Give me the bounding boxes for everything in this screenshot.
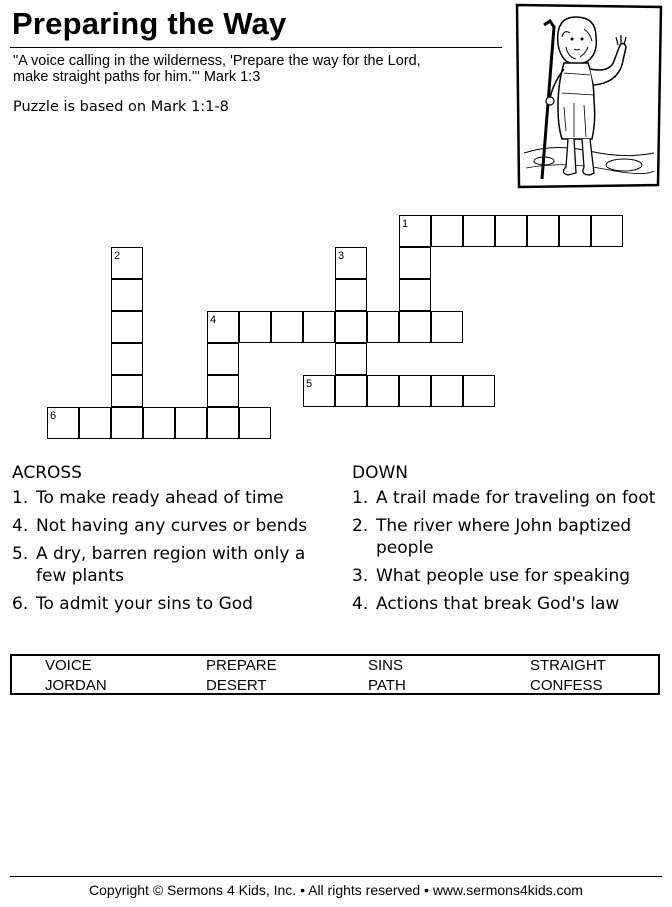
crossword-cell[interactable] — [431, 311, 463, 343]
bank-word: JORDAN — [45, 677, 107, 694]
crossword-cell[interactable] — [399, 247, 431, 279]
across-heading: ACROSS — [12, 463, 82, 483]
page-title: Preparing the Way — [12, 6, 287, 41]
clue-number: 6. — [12, 594, 29, 614]
crossword-cell[interactable] — [111, 407, 143, 439]
clue-text: A trail made for traveling on foot — [376, 488, 656, 508]
crossword-cell[interactable] — [335, 311, 367, 343]
across-clue — [12, 543, 337, 587]
bank-word: CONFESS — [530, 677, 603, 694]
clue-number-label: 5 — [306, 378, 313, 390]
down-clue — [352, 487, 664, 509]
crossword-cell[interactable] — [271, 311, 303, 343]
down-clues — [352, 463, 664, 621]
clue-text: To make ready ahead of time — [36, 488, 284, 508]
clue-number: 1. — [12, 488, 29, 508]
crossword-cell[interactable] — [335, 279, 367, 311]
based-on-text: Puzzle is based on Mark 1:1-8 — [13, 99, 229, 115]
crossword-cell[interactable] — [79, 407, 111, 439]
crossword-cell[interactable] — [463, 215, 495, 247]
crossword-cell[interactable] — [239, 311, 271, 343]
crossword-cell[interactable] — [143, 407, 175, 439]
across-clue — [12, 515, 337, 537]
copyright-footer: Copyright © Sermons 4 Kids, Inc. • All rights reserved • www.sermons4kids.com — [89, 882, 583, 898]
crossword-cell[interactable] — [431, 215, 463, 247]
clue-number-label: 3 — [338, 250, 345, 262]
clue-number-label: 2 — [114, 250, 121, 262]
across-clue — [12, 593, 337, 615]
crossword-cell[interactable] — [111, 375, 143, 407]
bank-word: SINS — [368, 657, 404, 674]
clue-number: 4. — [352, 594, 369, 614]
clue-text: What people use for speaking — [376, 566, 631, 586]
clue-number-label: 1 — [402, 218, 409, 230]
crossword-cell[interactable] — [303, 311, 335, 343]
crossword-cell[interactable] — [207, 407, 239, 439]
crossword-cell[interactable] — [367, 375, 399, 407]
bank-word: PATH — [368, 677, 406, 694]
crossword-cell[interactable] — [495, 215, 527, 247]
clue-number: 5. — [12, 544, 29, 564]
clue-number: 4. — [12, 516, 29, 536]
clue-number: 2. — [352, 516, 369, 536]
across-clues — [12, 463, 337, 621]
crossword-cell[interactable] — [207, 375, 239, 407]
clue-number: 1. — [352, 488, 369, 508]
word-bank — [10, 654, 660, 695]
bank-word: STRAIGHT — [530, 657, 606, 674]
crossword-cell[interactable] — [399, 375, 431, 407]
crossword-cell[interactable] — [207, 343, 239, 375]
down-clue — [352, 593, 664, 615]
clue-number: 3. — [352, 566, 369, 586]
crossword-cell[interactable] — [527, 215, 559, 247]
crossword-cell[interactable] — [367, 311, 399, 343]
clue-text: Not having any curves or bends — [36, 516, 308, 536]
bank-word: VOICE — [45, 657, 92, 674]
down-clue — [352, 565, 664, 587]
crossword-cell[interactable] — [399, 279, 431, 311]
crossword-grid — [0, 0, 672, 450]
clue-text: The river where John baptized people — [376, 516, 632, 558]
crossword-cell[interactable] — [111, 279, 143, 311]
crossword-cell[interactable] — [591, 215, 623, 247]
crossword-cell[interactable] — [111, 311, 143, 343]
crossword-cell[interactable] — [175, 407, 207, 439]
crossword-cell[interactable] — [239, 407, 271, 439]
crossword-cell[interactable] — [111, 343, 143, 375]
crossword-cell[interactable] — [431, 375, 463, 407]
across-clue — [12, 487, 337, 509]
clue-text: A dry, barren region with only a few plants — [36, 544, 306, 586]
clue-text: Actions that break God's law — [376, 594, 620, 614]
verse-line-1: "A voice calling in the wilderness, 'Prepare the way for the Lord, — [13, 53, 421, 69]
crossword-cell[interactable] — [335, 343, 367, 375]
clue-number-label: 6 — [50, 410, 57, 422]
footer-divider — [10, 876, 662, 877]
clue-text: To admit your sins to God — [36, 594, 253, 614]
bank-word: PREPARE — [206, 657, 277, 674]
crossword-cell[interactable] — [399, 311, 431, 343]
down-clue — [352, 515, 664, 559]
verse-line-2: make straight paths for him.'" Mark 1:3 — [13, 69, 261, 85]
crossword-cell[interactable] — [335, 375, 367, 407]
clue-number-label: 4 — [210, 314, 217, 326]
crossword-cell[interactable] — [463, 375, 495, 407]
down-heading: DOWN — [352, 463, 408, 483]
crossword-cell[interactable] — [559, 215, 591, 247]
bank-word: DESERT — [206, 677, 267, 694]
